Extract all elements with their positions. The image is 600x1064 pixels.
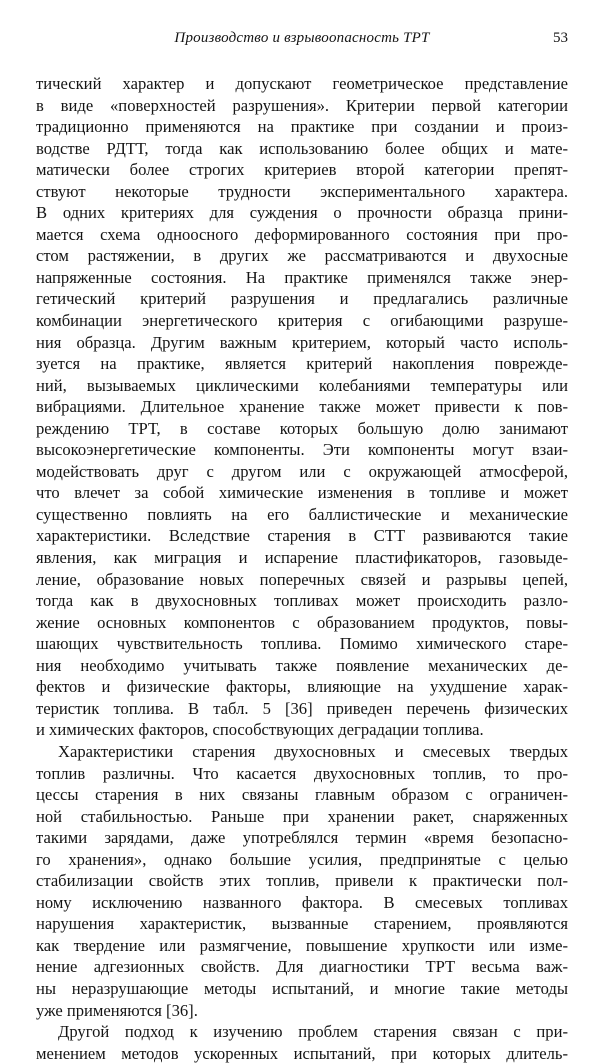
text-line: нарушения характеристик, вызванные старением, проявляются	[36, 914, 568, 934]
text-line: ному исключению названного фактора. В смесевых топливах	[36, 892, 568, 912]
text-line: реждению ТРТ, в составе которых большую долю занимают	[36, 418, 568, 438]
text-line: го хранения», однако большие усилия, предпринятые с целью	[36, 849, 568, 869]
text-line: цессы старения в них связаны главным образом с ограничен-	[36, 785, 568, 805]
text-line: стом растяжении, в других же рассматриваются и двухосные	[36, 246, 568, 266]
text-line: ния образца. Другим важным критерием, который часто исполь-	[36, 332, 568, 352]
text-line: такими зарядами, даже употреблялся термин «время безопасно-	[36, 828, 568, 848]
text-line: в виде «поверхностей разрушения». Критерии первой категории	[36, 95, 568, 115]
text-line: ны неразрушающие методы испытаний, и многие такие методы	[36, 978, 568, 998]
text-line: мается схема одноосного деформированного состояния при про-	[36, 224, 568, 244]
text-line: фектов и физические факторы, влияющие на ухудшение харак-	[36, 677, 568, 697]
paragraph-start-line: Другой подход к изучению проблем старения связан с при-	[58, 1022, 568, 1042]
body-text	[36, 73, 568, 1064]
text-line: характеристики. Вследствие старения в СТТ развиваются такие	[36, 526, 568, 546]
page-header	[36, 30, 568, 54]
text-line: ний, вызываемых циклическими колебаниями температуры или	[36, 375, 568, 395]
text-line: нение адгезионных свойств. Для диагностики ТРТ весьма важ-	[36, 957, 568, 977]
text-line: традиционно применяются на практике при создании и произ-	[36, 117, 568, 137]
text-line: матически более строгих критериев второй категории препят-	[36, 160, 568, 180]
text-line: зуется на практике, является критерий накопления поврежде-	[36, 354, 568, 374]
running-title: Производство и взрывоопасность ТРТ	[174, 30, 430, 46]
paragraph-end-line: уже применяются [36].	[36, 1000, 198, 1020]
text-line: В одних критериях для суждения о прочности образца прини-	[36, 203, 568, 223]
text-line: модействовать друг с другом или с окружающей атмосферой,	[36, 461, 568, 481]
text-line: существенно повлиять на его баллистические и механические	[36, 504, 568, 524]
text-line: стабилизации свойств этих топлив, привели к практически пол-	[36, 871, 568, 891]
text-line: как твердение или размягчение, повышение хрупкости или изме-	[36, 935, 568, 955]
text-line: вибрациями. Длительное хранение также может привести к пов-	[36, 397, 568, 417]
paragraph-end-line: и химических факторов, способствующих деградации топлива.	[36, 720, 484, 740]
text-line: водстве РДТТ, тогда как использованию более общих и мате-	[36, 138, 568, 158]
text-line: явления, как миграция и испарение пластификаторов, газовыде-	[36, 548, 568, 568]
text-line: комбинации энергетического критерия с огибающими разруше-	[36, 311, 568, 331]
text-line: шающих чувствительность топлива. Помимо химического старе-	[36, 634, 568, 654]
paragraph-start-line: Характеристики старения двухосновных и смесевых твердых	[58, 741, 568, 761]
text-line: напряженные состояния. На практике применялся также энер-	[36, 267, 568, 287]
text-line: теристик топлива. В табл. 5 [36] приведен перечень физических	[36, 698, 568, 718]
text-line: тический характер и допускают геометрическое представление	[36, 74, 568, 93]
text-line: ление, образование новых поперечных связей и разрывы цепей,	[36, 569, 568, 589]
text-line: менением методов ускоренных испытаний, при которых длитель-	[36, 1043, 568, 1063]
text-line: ния необходимо учитывать также появление механических де-	[36, 655, 568, 675]
text-line: гетический критерий разрушения и предлагались различные	[36, 289, 568, 309]
text-line: жение основных компонентов с образованием продуктов, повы-	[36, 612, 568, 632]
text-line: высокоэнергетические компоненты. Эти компоненты могут взаи-	[36, 440, 568, 460]
page-number: 53	[553, 30, 568, 46]
text-line: тогда как в двухосновных топливах может происходить разло-	[36, 591, 568, 611]
text-line: ствуют некоторые трудности экспериментального характера.	[36, 181, 568, 201]
text-line: ной стабильностью. Раньше при хранении ракет, снаряженных	[36, 806, 568, 826]
text-line: что влечет за собой химические изменения в топливе и может	[36, 483, 568, 503]
text-line: топлив различны. Что касается двухосновных топлив, то про-	[36, 763, 568, 783]
